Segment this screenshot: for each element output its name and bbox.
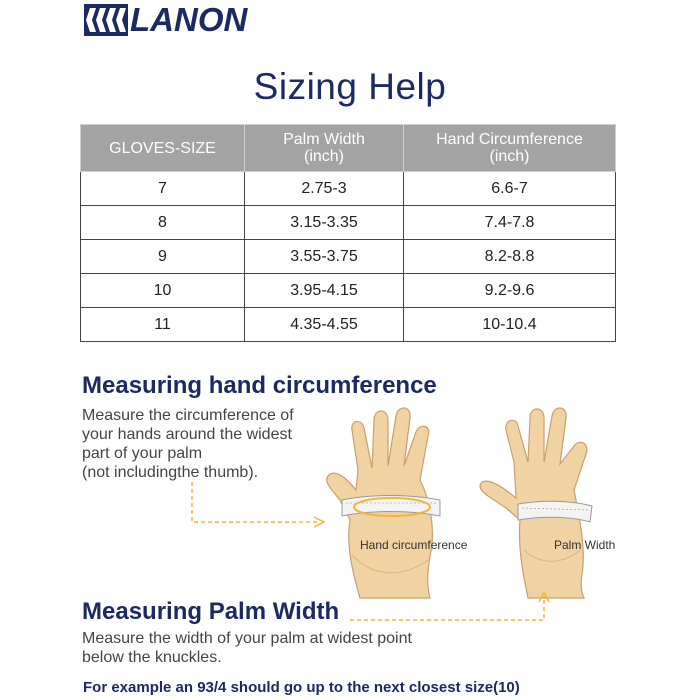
size-table	[80, 124, 616, 342]
circumference-instructions: Measure the circumference of your hands around the widest part of your palm (not includingthe thumb).	[82, 407, 294, 481]
palm-width-cell: 3.15-3.35	[245, 206, 404, 240]
table-row	[81, 240, 616, 274]
palm-width-cell: 4.35-4.55	[245, 308, 404, 342]
circumference-cell: 8.2-8.8	[404, 240, 616, 274]
palm-width-instructions: Measure the width of your palm at widest point below the knuckles.	[82, 630, 412, 666]
table-row	[81, 206, 616, 240]
header-hand-circumference: Hand Circumference (inch)	[404, 125, 616, 172]
circumference-cell: 10-10.4	[404, 308, 616, 342]
size-cell: 9	[81, 240, 245, 274]
circumference-cell: 7.4-7.8	[404, 206, 616, 240]
palm-width-cell: 3.95-4.15	[245, 274, 404, 308]
brand-name: LANON	[130, 1, 248, 38]
palm-width-caption: Palm Width	[554, 538, 616, 552]
brand-logo	[84, 2, 247, 38]
palm-width-arrow-icon	[350, 596, 544, 620]
header-palm-width: Palm Width (inch)	[245, 125, 404, 172]
size-cell: 10	[81, 274, 245, 308]
lanon-logo-icon	[84, 4, 128, 36]
circumference-cell: 9.2-9.6	[404, 274, 616, 308]
circumference-cell: 6.6-7	[404, 172, 616, 206]
table-header-row	[81, 125, 616, 172]
hand-circumference-caption: Hand circumference	[360, 538, 468, 552]
table-row	[81, 172, 616, 206]
size-cell: 7	[81, 172, 245, 206]
table-row	[81, 274, 616, 308]
palm-width-cell: 3.55-3.75	[245, 240, 404, 274]
palm-width-cell: 2.75-3	[245, 172, 404, 206]
size-cell: 8	[81, 206, 245, 240]
header-gloves-size: GLOVES-SIZE	[81, 125, 245, 172]
sizing-note: For example an 93/4 should go up to the next closest size(10)	[83, 679, 520, 696]
size-cell: 11	[81, 308, 245, 342]
table-row	[81, 308, 616, 342]
circumference-arrow-icon	[192, 482, 320, 522]
page-title: Sizing Help	[253, 66, 447, 107]
palm-width-heading: Measuring Palm Width	[82, 598, 340, 625]
circumference-heading: Measuring hand circumference	[82, 372, 437, 399]
